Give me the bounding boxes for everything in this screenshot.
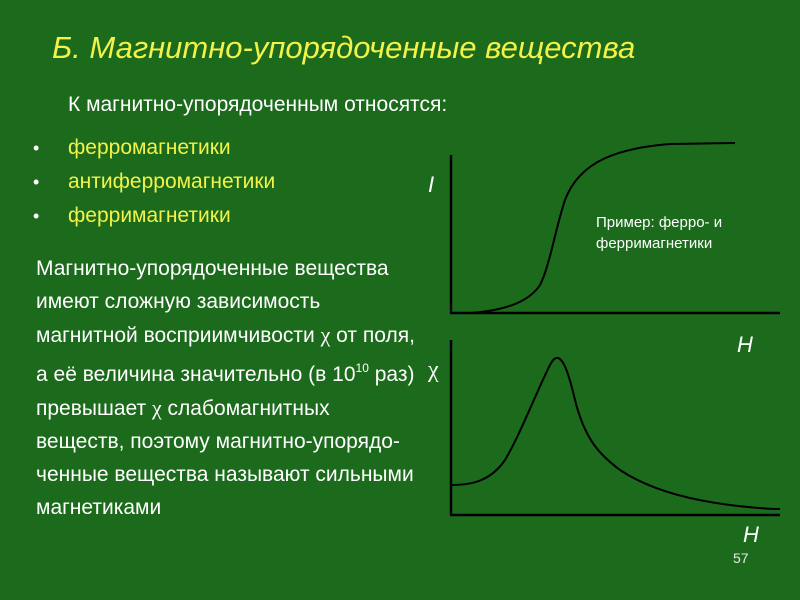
power-exponent: 10	[355, 361, 369, 375]
list-item-label: антиферромагнетики	[68, 170, 276, 193]
para-part1: Магнитно-упорядоченные вещества имеют сложную зависимость магнитной восприимчивости	[36, 257, 389, 347]
bullet-icon: •	[33, 206, 40, 226]
para-part2: от поля, а её величина значительно (в	[36, 324, 415, 386]
top-y-axis-label: I	[428, 172, 435, 197]
slide-title: Б. Магнитно-упорядоченные вещества	[52, 30, 636, 65]
example-note: Пример: ферро- и ферримагнетики	[596, 214, 723, 252]
bullet-icon: •	[33, 172, 40, 192]
bullet-icon: •	[33, 138, 40, 158]
chi-symbol: χ	[151, 395, 162, 420]
top-x-axis-label: H	[737, 332, 753, 357]
chi-symbol: χ	[320, 322, 331, 347]
list-item-label: ферримагнетики	[68, 204, 231, 227]
power-base: 10	[332, 363, 356, 386]
page-number: 57	[733, 550, 749, 566]
susceptibility-curve	[451, 358, 780, 509]
bottom-y-axis-label: χ	[428, 357, 439, 383]
para-part4: слабомагнитных веществ, поэтому магнитно-упорядо-ченные вещества называют сильными магнетиками	[36, 397, 414, 519]
bottom-x-axis-label: H	[743, 522, 759, 547]
intro-text: К магнитно-упорядоченным относятся:	[68, 93, 448, 116]
para-part3: раз) превышает	[36, 363, 415, 420]
list-item-label: ферромагнетики	[68, 136, 231, 159]
